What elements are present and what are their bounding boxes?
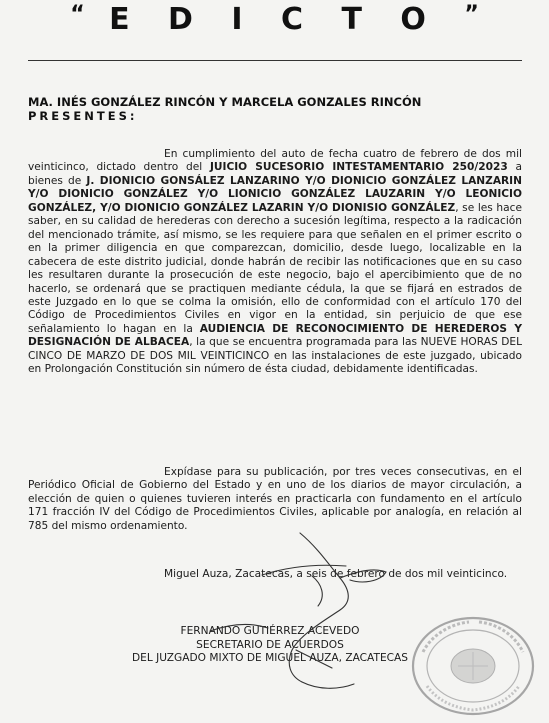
title-close-quote: ”: [464, 2, 479, 27]
addressee-block: [28, 95, 528, 123]
main-paragraph: [28, 148, 522, 377]
title-open-quote: “: [70, 2, 85, 27]
addressee-names: MA. INÉS GONZÁLEZ RINCÓN Y MARCELA GONZALES RINCÓN: [28, 95, 422, 109]
presentes-label: PRESENTES:: [28, 109, 138, 123]
title-divider: [28, 60, 522, 61]
publication-paragraph: [28, 466, 522, 533]
para1-text-4: , la que se encuentra programada para las NUEVE HORAS DEL CINCO DE MARZO DE DOS MIL VEINTICINCO en las instalaciones de este juzgado, ubicado en Prolongación Constitución sin número de ésta ciudad, debidamente identificadas.: [28, 336, 522, 376]
court-seal: [403, 612, 537, 716]
para1-text-3: , se les hace saber, en su calidad de herederas con derecho a sucesión legítima, respecto a la radicación del mencionado trámite, así mismo, se les requiere para que señalen en el primer escrito o en la primer diligencia en que comparezcan, domicilio, desde luego, localizable en la cabecera de este distrito judicial, donde habrán de recibir las notificaciones que en su caso les resultaren durante la prosecución de este negocio, bajo el apercibimiento que de no hacerlo, se ordenará que se practiquen mediante cédula, la que se fijará en estrados de este Juzgado en lo que se colma la omisión, ello de conformidad con el artículo 170 del Código de Procedimientos Civiles en vigor en la entidad, sin perjuicio de que ese señalamiento lo hagan en la: [28, 201, 522, 335]
signer-name: FERNANDO GUTIÉRREZ ACEVEDO: [180, 625, 360, 637]
para1-text-1: En cumplimiento del auto de fecha cuatro de febrero de dos mil veinticinco, dictado dentro del: [28, 148, 522, 174]
deceased-names: J. DIONICIO GONSÁLEZ LANZARINO Y/O DIONICIO GONZÁLEZ LANZARIN Y/O DIONICIO GONZÁLEZ Y/O LIONICIO GONZÁLEZ LAUZARIN Y/O LEONICIO GONZÁLEZ, Y/O DIONICIO GONZÁLEZ LAZARIN Y/O DIONISIO GONZÁLEZ: [28, 174, 522, 214]
case-number: JUICIO SUCESORIO INTESTAMENTARIO 250/2023: [209, 161, 508, 174]
document-title: [0, 2, 549, 37]
signer-court: DEL JUZGADO MIXTO DE MIGUEL AUZA, ZACATECAS: [131, 652, 409, 664]
place-date-text: Miguel Auza, Zacatecas, a seis de febrero de dos mil veinticinco.: [164, 568, 508, 580]
hearing-name: AUDIENCIA DE RECONOCIMIENTO DE HEREDEROS Y DESIGNACIÓN DE ALBACEA: [28, 322, 522, 349]
signature-block: [90, 625, 450, 666]
place-date-paragraph: [28, 567, 522, 581]
title-text: E D I C T O: [109, 2, 440, 37]
publication-text: Expídase para su publicación, por tres veces consecutivas, en el Periódico Oficial de Gobierno del Estado y en uno de los diarios de mayor circulación, a elección de quien o quienes tuvieren interés en practicarla con fundamento en el artículo 171 fracción IV del Código de Procedimientos Civiles, aplicable por analogía, en relación al 785 del mismo ordenamiento.: [28, 466, 522, 532]
signer-role: SECRETARIO DE ACUERDOS: [196, 638, 344, 651]
para1-text-2: a bienes de: [28, 161, 523, 187]
